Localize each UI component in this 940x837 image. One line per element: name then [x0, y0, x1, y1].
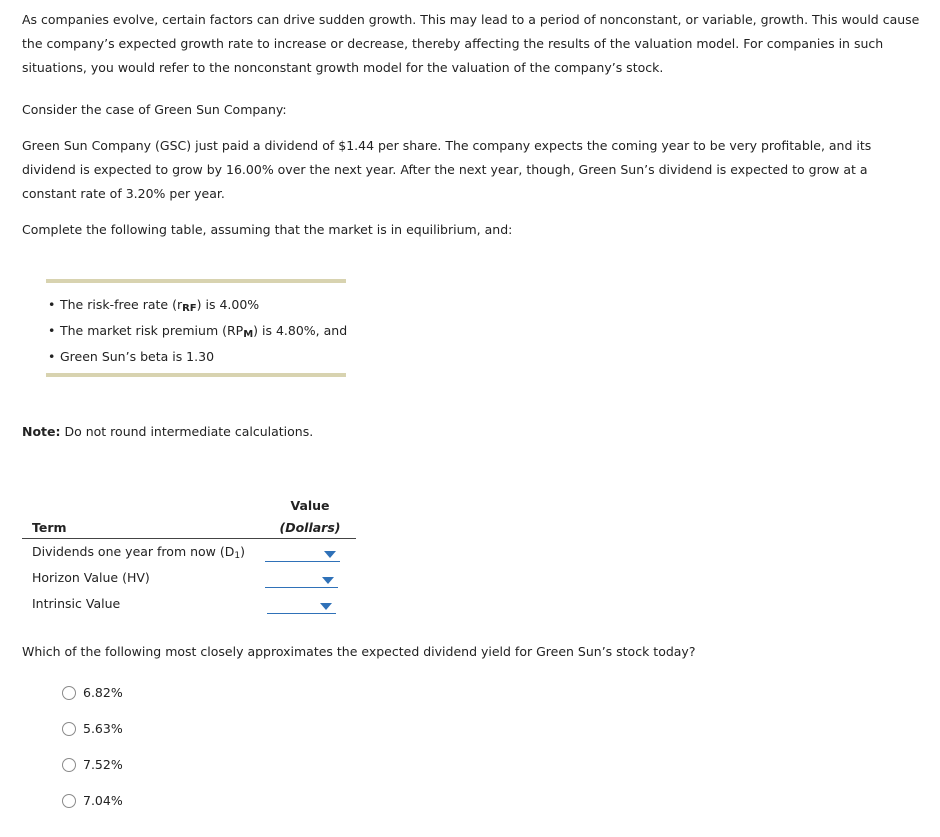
bullet-icon: •	[48, 349, 56, 364]
radio-button[interactable]	[62, 758, 76, 772]
table-header	[22, 490, 356, 539]
answer-option-label[interactable]: 7.52%	[83, 757, 123, 772]
bullet-icon: •	[48, 297, 56, 312]
dropdown-arrow-icon	[320, 603, 332, 610]
answer-option-label[interactable]: 6.82%	[83, 685, 123, 700]
radio-button[interactable]	[62, 686, 76, 700]
value-column-header: Value (Dollars)	[279, 498, 341, 535]
table-row-horizon-value	[22, 565, 356, 591]
horizon-value-dropdown[interactable]	[265, 571, 338, 588]
bullet-icon: •	[48, 323, 56, 338]
dropdown-arrow-icon	[324, 551, 336, 558]
company-description: Green Sun Company (GSC) just paid a dividend of $1.44 per share. The company expects the coming year to be very profitable, and its dividend is expected to grow by 16.00% over the next year. After the next year, though, Green Sun’s dividend is expected to grow at a constant rate of 3.20% per year.	[22, 138, 872, 201]
dividend-yield-question: Which of the following most closely approximates the expected dividend yield for Green Sun’s stock today?	[22, 644, 696, 659]
term-dividend-label: Dividends one year from now $(D_1)$	[32, 544, 245, 561]
assumptions-list	[46, 293, 347, 371]
assumption-market-risk-premium: • The market risk premium $(RP_M)$ is 4.80%, and	[46, 319, 347, 345]
consider-heading: Consider the case of Green Sun Company:	[22, 102, 287, 117]
answer-option-label[interactable]: 5.63%	[83, 721, 123, 736]
term-horizon-value-label: Horizon Value (HV)	[32, 570, 150, 585]
dropdown-arrow-icon	[322, 577, 334, 584]
term-intrinsic-value-label: Intrinsic Value	[32, 596, 121, 611]
valuation-table	[22, 490, 356, 617]
note-label: Note:	[22, 424, 61, 439]
assumptions-box	[46, 279, 346, 377]
dividend-value-dropdown[interactable]	[265, 545, 340, 562]
intrinsic-value-dropdown[interactable]	[267, 597, 336, 614]
term-column-header: Term	[32, 520, 67, 535]
assumption-risk-free-rate: • The risk-free rate $(r_{RF})$ is 4.00%	[46, 293, 347, 319]
table-row-dividend	[22, 539, 356, 565]
table-instructions: Complete the following table, assuming that the market is in equilibrium, and:	[22, 222, 513, 237]
table-row-intrinsic-value	[22, 591, 356, 617]
radio-button[interactable]	[62, 722, 76, 736]
answer-option-label[interactable]: 7.04%	[83, 793, 123, 808]
note-text: Note: Do not round intermediate calculations.	[22, 424, 314, 439]
intro-paragraph: As companies evolve, certain factors can drive sudden growth. This may lead to a period of nonconstant, or variable, growth. This would cause the company’s expected growth rate to increase or decrease, thereby affecting the results of the valuation model. For companies in such situations, you would refer to the nonconstant growth model for the valuation of the company’s stock.	[22, 12, 920, 75]
assumption-beta: • Green Sun’s beta is 1.30	[46, 345, 347, 371]
radio-button[interactable]	[62, 794, 76, 808]
